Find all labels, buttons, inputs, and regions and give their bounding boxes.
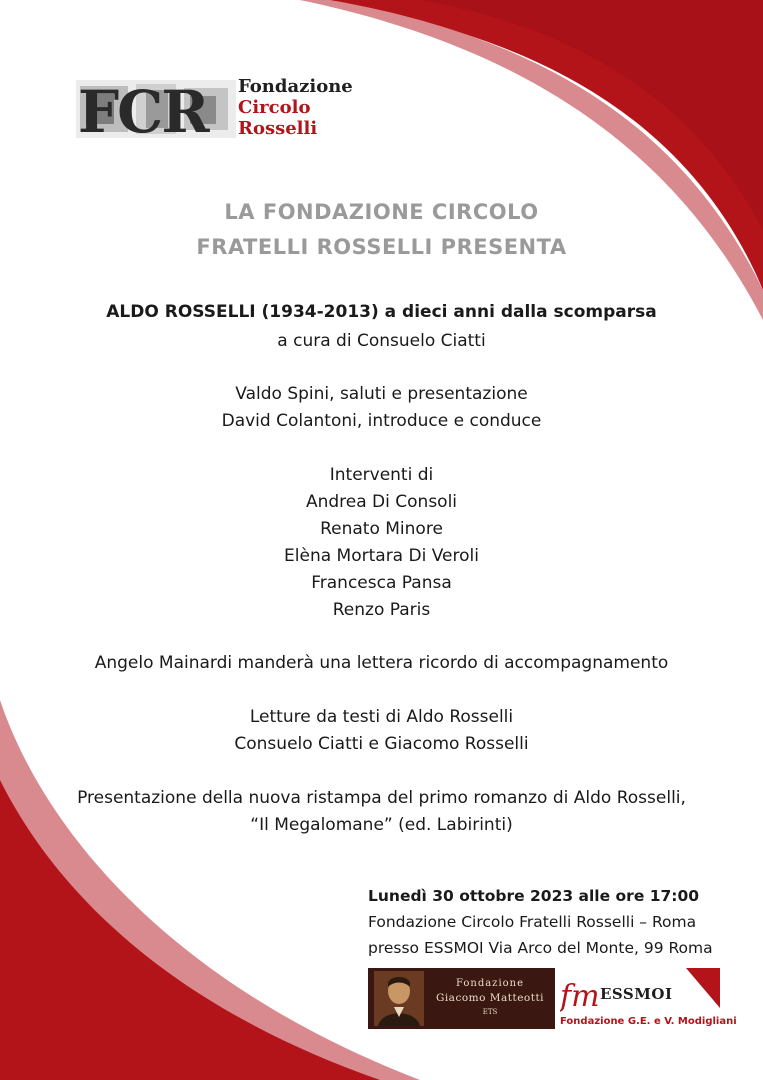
- speaker-name: Francesca Pansa: [311, 573, 452, 593]
- svg-text:fm: fm: [560, 979, 600, 1014]
- interventi-label: Interventi di: [329, 465, 434, 485]
- heading-line-2: FRATELLI ROSSELLI PRESENTA: [196, 235, 567, 259]
- svg-text:FCR: FCR: [78, 80, 208, 138]
- fcr-logo-letters: [76, 80, 236, 138]
- portrait-image: [374, 971, 424, 1026]
- presentation-line: “Il Megalomane” (ed. Labirinti): [250, 815, 513, 835]
- readings-line: Letture da testi di Aldo Rosselli: [249, 707, 514, 727]
- logo-line-fondazione: Fondazione: [238, 76, 353, 97]
- essmoi-wordmark: ESSMOI: [600, 985, 673, 1003]
- matteotti-line-2: Giacomo Matteotti: [435, 992, 545, 1004]
- fcr-logo: [76, 76, 386, 142]
- matteotti-wordmark: [428, 977, 552, 1019]
- speaker-name: Renzo Paris: [332, 600, 431, 620]
- logo-line-circolo: Circolo: [238, 97, 311, 118]
- speaker-name: Renato Minore: [320, 519, 443, 539]
- host-line: Valdo Spini, saluti e presentazione: [235, 384, 528, 404]
- logo-line-rosselli: Rosselli: [238, 118, 318, 139]
- event-date: Lunedì 30 ottobre 2023 alle ore 17:00: [368, 887, 700, 905]
- letter-note: Angelo Mainardi manderà una lettera ricordo di accompagnamento: [94, 653, 669, 673]
- event-title: ALDO ROSSELLI (1934-2013) a dieci anni dalla scomparsa: [106, 302, 657, 322]
- matteotti-logo: [368, 968, 555, 1029]
- event-details: [368, 883, 748, 961]
- speaker-name: Andrea Di Consoli: [305, 492, 458, 512]
- presentation-line: Presentazione della nuova ristampa del primo romanzo di Aldo Rosselli,: [77, 788, 686, 808]
- event-curator: a cura di Consuelo Ciatti: [277, 331, 486, 351]
- event-organizer: Fondazione Circolo Fratelli Rosselli – Roma: [368, 913, 697, 931]
- essmoi-corner-decoration: [686, 968, 720, 1008]
- essmoi-logo: [560, 968, 737, 1030]
- matteotti-line-3: ETS: [482, 1008, 498, 1016]
- host-line: David Colantoni, introduce e conduce: [221, 411, 542, 431]
- heading-line-1: LA FONDAZIONE CIRCOLO: [224, 200, 539, 224]
- logo-wordmark: [238, 76, 388, 139]
- matteotti-line-1: Fondazione: [455, 978, 525, 989]
- readings-line: Consuelo Ciatti e Giacomo Rosselli: [234, 734, 529, 754]
- event-venue: presso ESSMOI Via Arco del Monte, 99 Roma: [368, 939, 713, 957]
- essmoi-caption: Fondazione G.E. e V. Modigliani: [560, 1016, 737, 1027]
- speaker-name: Elèna Mortara Di Veroli: [284, 546, 479, 566]
